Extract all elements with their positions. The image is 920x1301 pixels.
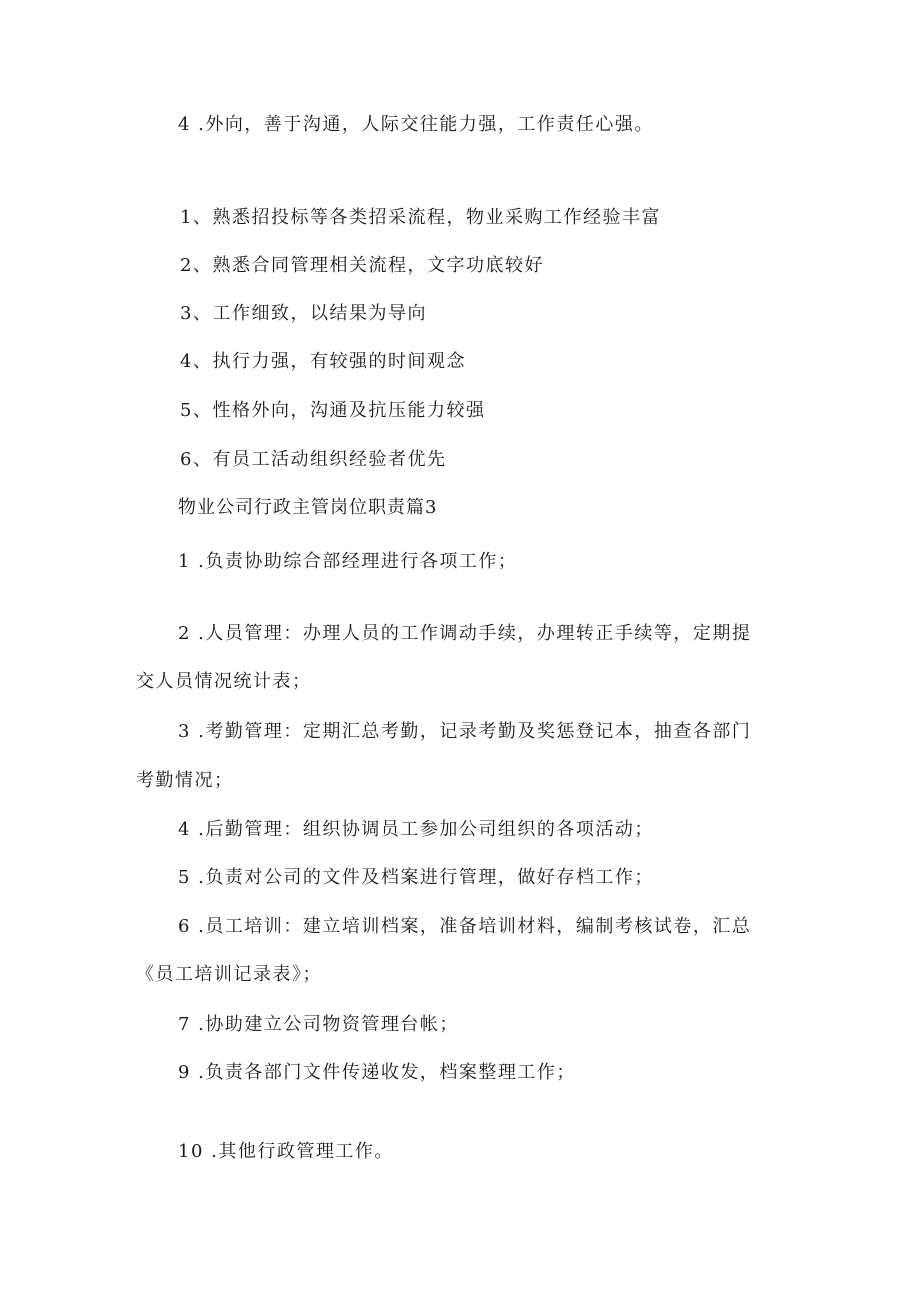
- duty-item: 7 .协助建立公司物资管理台帐；: [178, 1014, 459, 1035]
- requirement-item: 2、熟悉合同管理相关流程，文字功底较好: [180, 255, 544, 276]
- duty-item: 10 .其他行政管理工作。: [178, 1141, 394, 1162]
- duty-item: 1 .负责协助综合部经理进行各项工作；: [178, 551, 518, 572]
- requirement-item: 3、工作细致，以结果为导向: [180, 303, 427, 324]
- section-title: 物业公司行政主管岗位职责篇3: [178, 497, 438, 518]
- requirement-item: 1、熟悉招投标等各类招采流程，物业采购工作经验丰富: [180, 207, 661, 228]
- duty-item: 5 .负责对公司的文件及档案进行管理，做好存档工作；: [178, 867, 654, 888]
- requirement-item: 5、性格外向，沟通及抗压能力较强: [180, 400, 486, 421]
- top-item: 4 .外向，善于沟通，人际交往能力强，工作责任心强。: [178, 114, 654, 135]
- duty-item-continuation: 《员工培训记录表》；: [136, 964, 322, 985]
- requirement-item: 4、执行力强，有较强的时间观念: [180, 351, 466, 372]
- duty-item: 3 .考勤管理：定期汇总考勤，记录考勤及奖惩登记本，抽查各部门: [178, 721, 752, 742]
- duty-item-continuation: 交人员情况统计表；: [136, 671, 312, 692]
- duty-item: 6 .员工培训：建立培训档案，准备培训材料，编制考核试卷，汇总: [178, 916, 752, 937]
- duty-item: 4 .后勤管理：组织协调员工参加公司组织的各项活动；: [178, 819, 654, 840]
- requirement-item: 6、有员工活动组织经验者优先: [180, 449, 447, 470]
- duty-item: 9 .负责各部门文件传递收发，档案整理工作；: [178, 1062, 576, 1083]
- duty-item: 2 .人员管理：办理人员的工作调动手续，办理转正手续等，定期提: [178, 623, 752, 644]
- duty-item-continuation: 考勤情况；: [136, 770, 234, 791]
